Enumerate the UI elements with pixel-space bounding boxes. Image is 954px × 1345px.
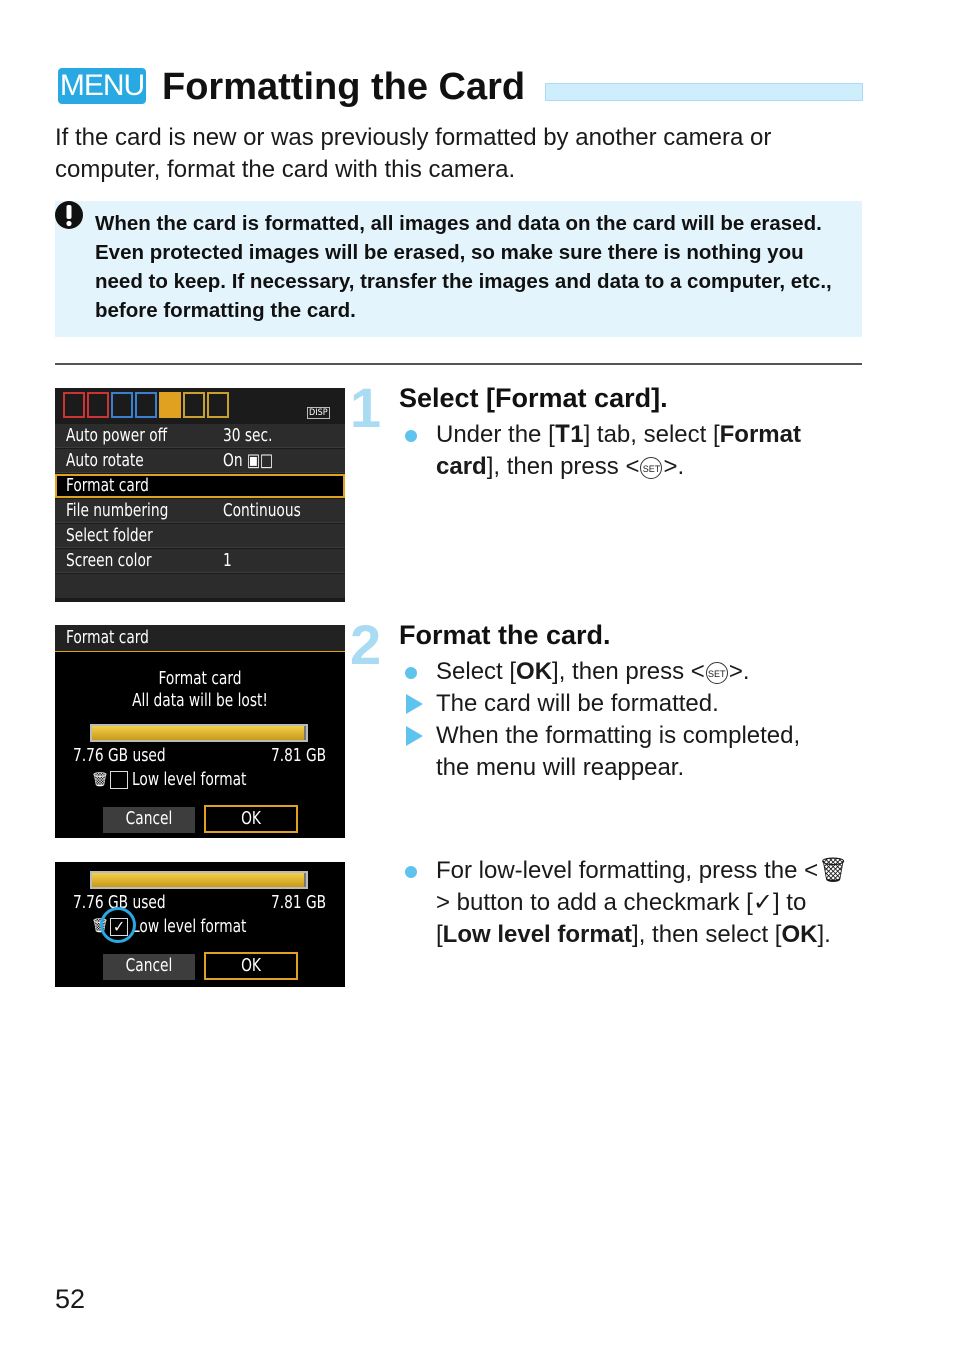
- playback-tab-2-icon: [135, 392, 157, 418]
- menu-row-auto-rotate[interactable]: [55, 449, 345, 473]
- playback-tab-1-icon: [111, 392, 133, 418]
- step-2-bullet-2-text: The card will be formatted.: [436, 690, 719, 717]
- setup-tab-3-icon: [207, 392, 229, 418]
- title-decoration-bar: [545, 83, 863, 101]
- step-2-title: Format the card.: [399, 620, 611, 650]
- menu-badge: MENU: [59, 69, 145, 102]
- cancel-button[interactable]: [103, 954, 195, 980]
- intro-paragraph: If the card is new or was previously formatted by another camera or computer, format the card with this camera.: [55, 124, 772, 183]
- card-usage-fill: [92, 726, 304, 740]
- step-1-title: Select [Format card].: [399, 383, 668, 413]
- low-level-label: Low level format: [132, 916, 247, 937]
- menu-row-label: Auto power off: [66, 425, 168, 446]
- bullet-dot: [405, 667, 417, 679]
- menu-row-label: File numbering: [66, 500, 169, 521]
- menu-row-label: Format card: [66, 475, 149, 496]
- caution-icon: [55, 201, 85, 231]
- highlight-circle: [100, 907, 136, 943]
- ok-label: OK: [241, 808, 261, 829]
- dialog-message-2: All data will be lost!: [132, 690, 268, 711]
- menu-row-value: 1: [223, 550, 232, 571]
- menu-row-value: On ▣□: [223, 450, 273, 471]
- camera-computer-icon: ▣□: [246, 450, 273, 471]
- menu-row-value: 30 sec.: [223, 425, 273, 446]
- checkmark-icon: ✓: [112, 917, 126, 936]
- wrench-icon: 𝚻: [554, 421, 571, 448]
- bullet-dot: [405, 866, 417, 878]
- menu-row-select-folder[interactable]: [55, 524, 345, 548]
- setup-tab-1-icon: [159, 392, 181, 418]
- used-space-text: 7.76 GB used: [73, 892, 166, 913]
- step-2-bullet-1-text: Select [OK], then press < SET >.: [436, 658, 750, 685]
- menu-row-empty: [55, 574, 345, 598]
- card-usage-bar: [90, 871, 308, 889]
- low-level-format-dialog: [55, 862, 345, 987]
- step-1-bullet-text: Under the [𝚻1] tab, select [Format card], then press < SET >.: [436, 421, 801, 480]
- ok-button[interactable]: [204, 952, 298, 980]
- checkmark-icon: ✓: [752, 889, 773, 916]
- menu-row-label: Auto rotate: [66, 450, 144, 471]
- trash-icon: 🗑: [91, 918, 109, 934]
- caution-text: When the card is formatted, all images and data on the card will be erased. Even protected images will be erased, so make sure there is nothing you need to keep. If necessary, transfer the images and data to a computer, etc., before formatting the card.: [95, 212, 832, 322]
- cancel-label: Cancel: [125, 955, 173, 976]
- set-button-icon: SET: [706, 662, 728, 684]
- result-arrow-icon: [406, 694, 423, 714]
- step-2-number: 2: [350, 613, 382, 676]
- menu-row-auto-power-off[interactable]: [55, 424, 345, 448]
- ok-label: OK: [241, 955, 261, 976]
- page-title: Formatting the Card: [162, 66, 526, 108]
- shooting-tab-1-icon: [63, 392, 85, 418]
- section-divider: [55, 363, 862, 365]
- caution-box: [55, 201, 862, 337]
- card-usage-bar: [90, 724, 308, 742]
- bullet-dot: [405, 430, 417, 442]
- menu-row-label: Screen color: [66, 550, 152, 571]
- menu-row-value: Continuous: [223, 500, 301, 521]
- total-space-text: 7.81 GB: [271, 745, 327, 766]
- used-space-text: 7.76 GB used: [73, 745, 166, 766]
- menu-row-format-card[interactable]: [55, 474, 345, 498]
- trash-icon: 🗑: [91, 772, 109, 788]
- cancel-button[interactable]: [103, 807, 195, 833]
- low-level-note-text: For low-level formatting, press the <🗑> button to add a checkmark [✓] to [Low level format], then select [OK].: [436, 857, 849, 948]
- card-usage-fill: [92, 873, 304, 887]
- format-card-dialog: [55, 625, 345, 838]
- step-1-number: 1: [350, 376, 382, 439]
- total-space-text: 7.81 GB: [271, 892, 327, 913]
- low-level-label: Low level format: [132, 769, 247, 790]
- menu-row-label: Select folder: [66, 525, 153, 546]
- result-arrow-icon: [406, 726, 423, 746]
- shooting-tab-2-icon: [87, 392, 109, 418]
- dialog-header: [55, 625, 345, 652]
- page-number: 52: [55, 1284, 86, 1314]
- trash-icon: 🗑: [818, 857, 849, 884]
- camera-menu-screen: [55, 388, 345, 602]
- disp-icon: DISP: [309, 408, 328, 418]
- low-level-checkbox[interactable]: [110, 771, 128, 789]
- dialog-header-text: Format card: [66, 627, 149, 648]
- ok-button[interactable]: [204, 805, 298, 833]
- setup-tab-2-icon: [183, 392, 205, 418]
- cancel-label: Cancel: [125, 808, 173, 829]
- menu-row-file-numbering[interactable]: [55, 499, 345, 523]
- dialog-message-1: Format card: [158, 668, 242, 689]
- menu-row-screen-color[interactable]: [55, 549, 345, 573]
- set-button-icon: SET: [640, 457, 662, 479]
- step-2-bullet-3-text: When the formatting is completed, the menu will reappear.: [436, 722, 801, 781]
